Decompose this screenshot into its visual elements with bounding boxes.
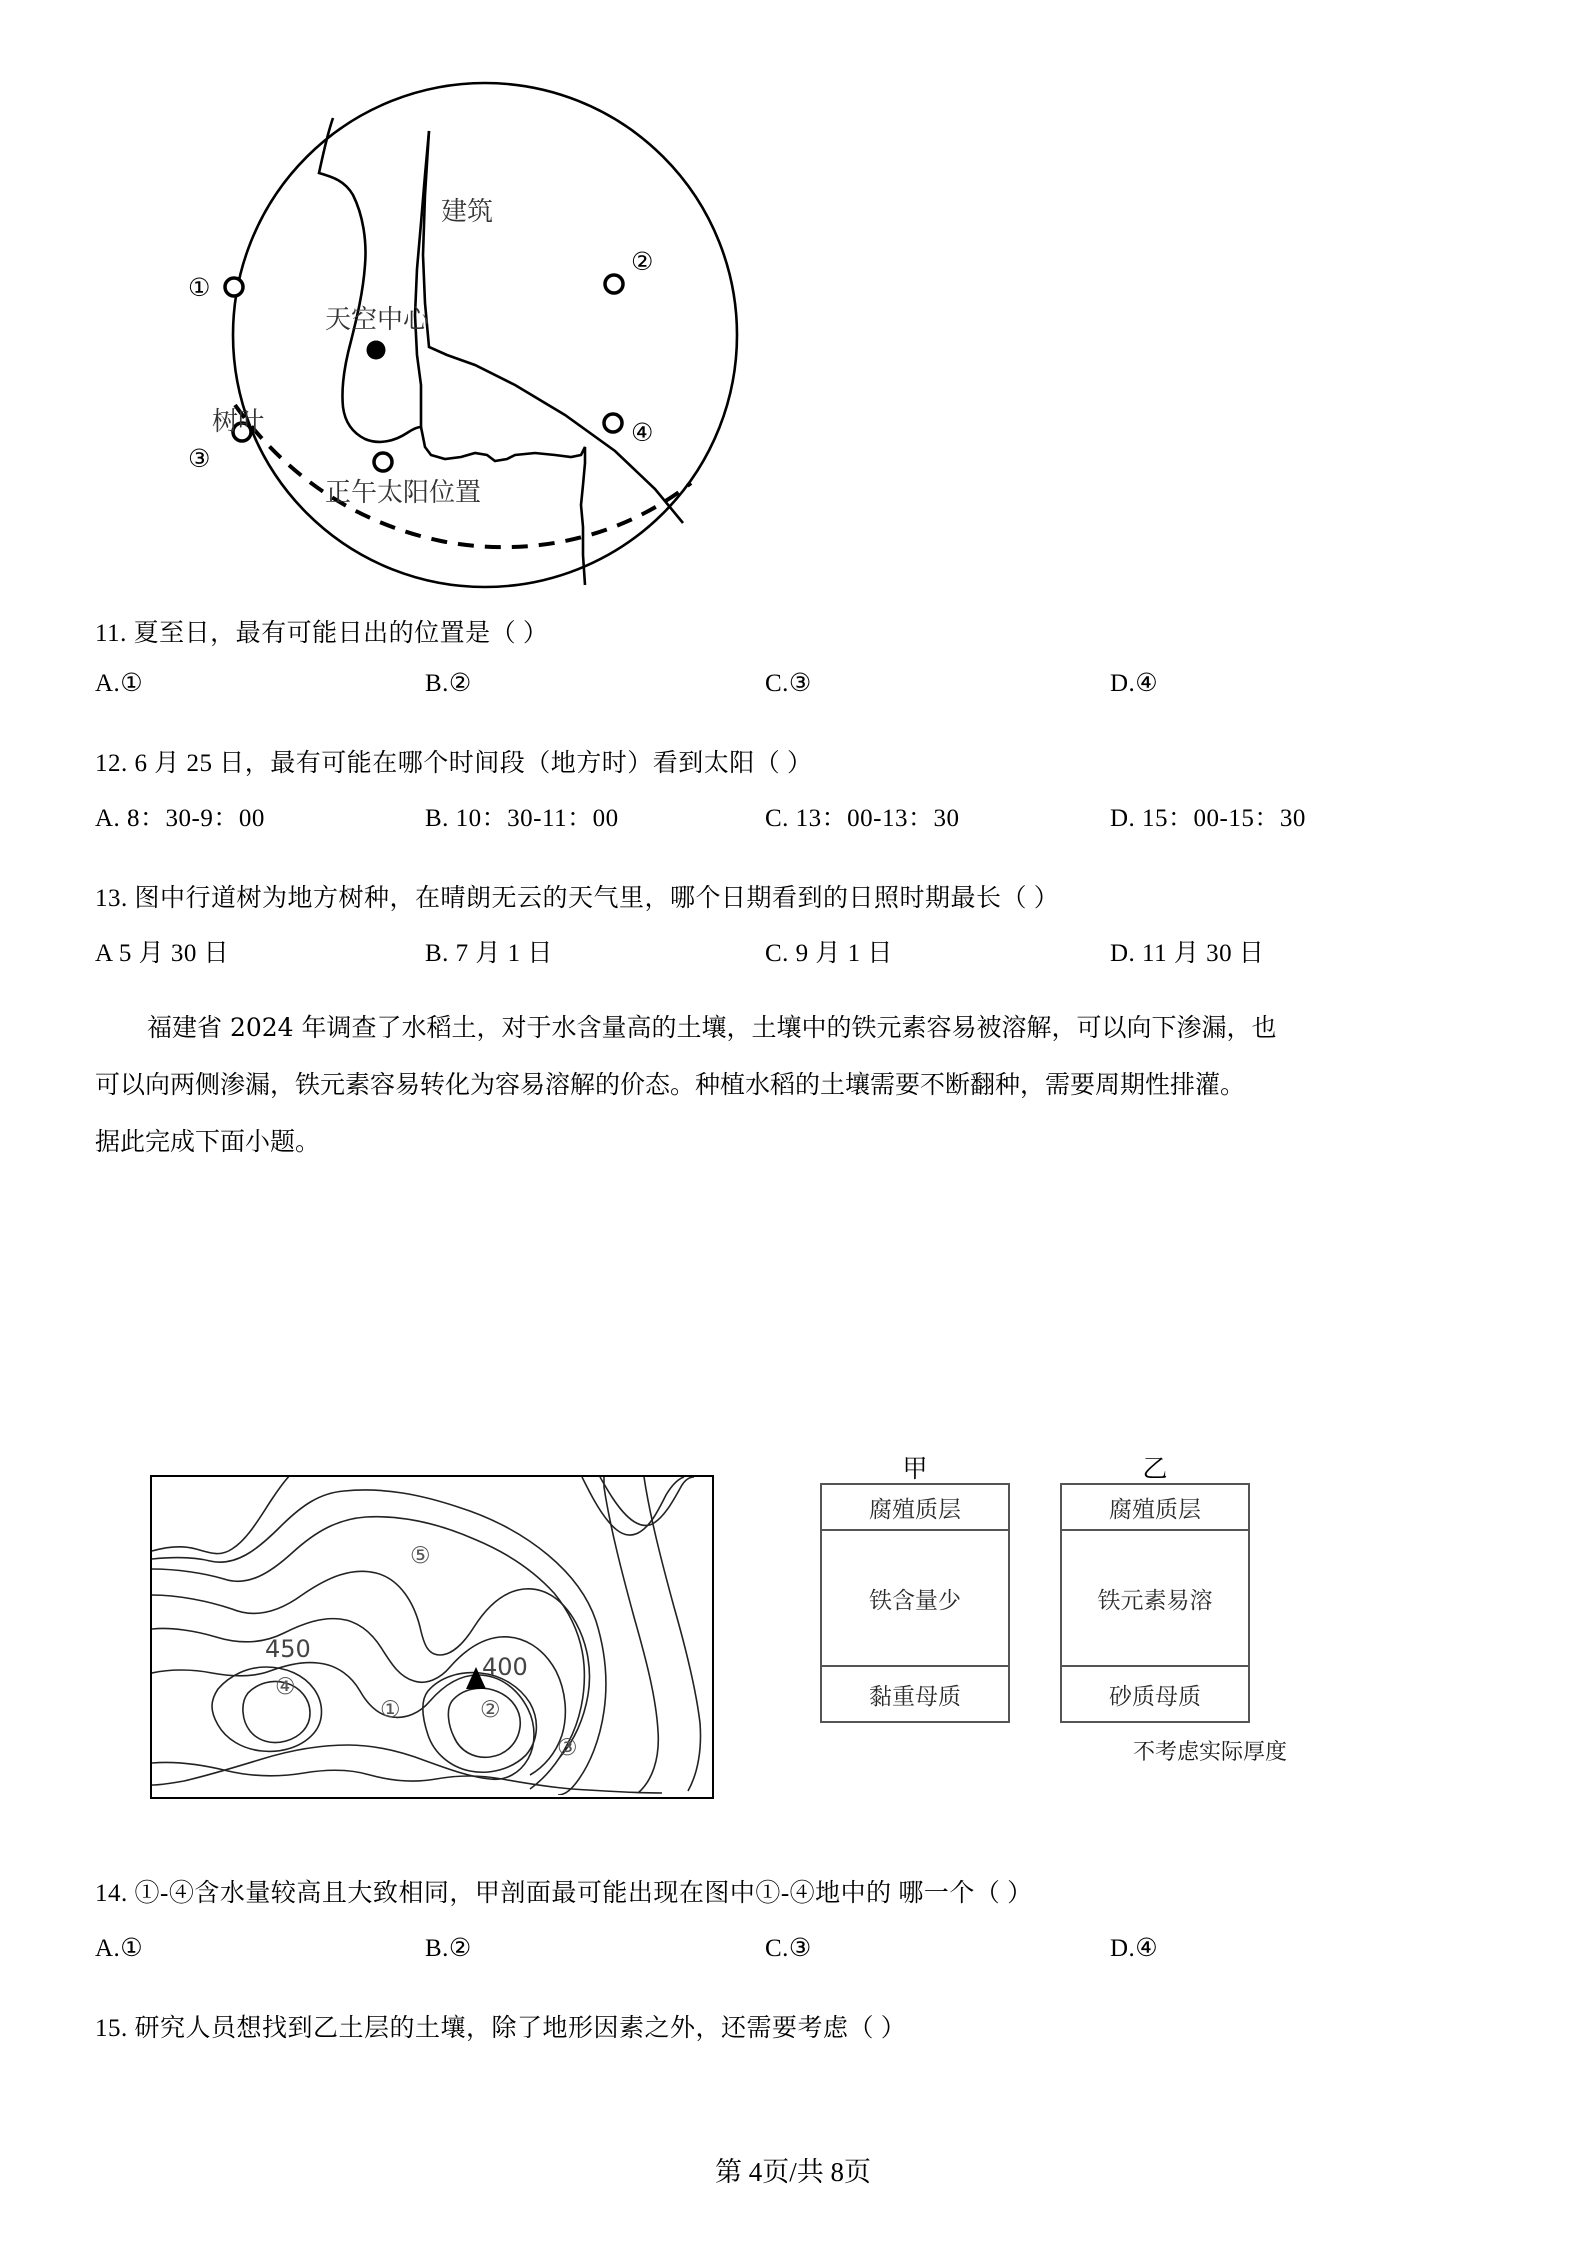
soil-jia-layer-iron: 铁含量少 (822, 1531, 1008, 1667)
contour-map (150, 1475, 714, 1799)
soil-profile-jia-title: 甲 (902, 1454, 928, 1483)
question-13-option-b[interactable]: B. 7 月 1 日 (425, 940, 553, 967)
page-number-label: 第 4页/共 8页 (714, 2157, 871, 2187)
question-13-options (95, 935, 1495, 973)
soil-jia-layer-humus: 腐殖质层 (822, 1485, 1008, 1531)
noon-sun-marker (374, 453, 392, 471)
question-12-options (95, 800, 1495, 838)
question-11-stem: 11. 夏至日，最有可能日出的位置是（ ） (95, 620, 549, 647)
soil-profiles (810, 1455, 1290, 1835)
horizon-circle (233, 83, 737, 587)
contour-marker-3: ③ (557, 1735, 578, 1761)
passage-text-1: 福建省 2024 年调查了水稻土，对于水含量高的土壤，土壤中的铁元素容易被溶解，可以向下渗漏，也 (147, 1013, 1277, 1042)
label-noon-sun-position: 正午太阳位置 (325, 478, 482, 508)
soil-yi-layer-iron: 铁元素易溶 (1062, 1531, 1248, 1667)
sky-view-figure (95, 55, 995, 615)
marker-point-2 (605, 275, 623, 293)
contour-marker-1: ① (380, 1697, 401, 1723)
marker-label-3: ③ (188, 444, 211, 473)
question-11 (95, 615, 1495, 653)
question-14-option-b[interactable]: B.② (425, 1935, 472, 1962)
marker-label-4: ④ (631, 418, 654, 447)
page-footer (0, 2150, 1586, 2189)
label-sky-center: 天空中心 (325, 305, 430, 335)
passage-text-2: 可以向两侧渗漏，铁元素容易转化为容易溶解的价态。种植水稻的土壤需要不断翻种，需要周期性排灌。 (95, 1070, 1246, 1099)
question-13 (95, 880, 1495, 918)
question-14-option-a[interactable]: A.① (95, 1935, 144, 1962)
marker-point-1 (225, 278, 243, 296)
contour-line-bottom (152, 1762, 662, 1793)
question-15 (95, 2010, 1495, 2048)
contour-marker-4: ④ (275, 1674, 296, 1700)
label-leaf: 树叶 (212, 407, 265, 437)
label-building: 建筑 (441, 197, 494, 227)
question-12-stem: 12. 6 月 25 日，最有可能在哪个时间段（地方时）看到太阳（ ） (95, 750, 813, 777)
question-11-option-a[interactable]: A.① (95, 670, 144, 697)
question-12-option-b[interactable]: B. 10：30-11：00 (425, 805, 619, 832)
marker-label-2: ② (631, 247, 654, 276)
contour-label-400: 400 (482, 1653, 528, 1681)
contour-line-outer-b (152, 1490, 606, 1795)
question-14-stem: 14. ①-④含水量较高且大致相同，甲剖面最可能出现在图中①-④地中的 哪一个（ ） (95, 1880, 1033, 1907)
passage-text-3: 据此完成下面小题。 (95, 1127, 321, 1156)
question-14-options (95, 1930, 1495, 1968)
question-14 (95, 1875, 1495, 1913)
question-13-option-a[interactable]: A 5 月 30 日 (95, 940, 230, 967)
question-12-option-d[interactable]: D. 15：00-15：30 (1110, 805, 1306, 832)
soil-profile-yi (1060, 1454, 1250, 1723)
question-11-option-b[interactable]: B.② (425, 670, 472, 697)
passage-line-3 (95, 1114, 1490, 1170)
soil-yi-layer-humus: 腐殖质层 (1062, 1485, 1248, 1531)
contour-label-450: 450 (265, 1635, 311, 1663)
question-15-stem: 15. 研究人员想找到乙土层的土壤，除了地形因素之外，还需要考虑（ ） (95, 2015, 907, 2042)
soil-profile-yi-title: 乙 (1142, 1454, 1168, 1483)
question-13-option-d[interactable]: D. 11 月 30 日 (1110, 940, 1265, 967)
contour-marker-2: ② (480, 1697, 501, 1723)
soil-yi-layer-parent: 砂质母质 (1109, 1683, 1201, 1710)
soil-thickness-note: 不考虑实际厚度 (1132, 1740, 1287, 1765)
sky-center-dot (367, 341, 386, 360)
question-12 (95, 745, 1495, 783)
question-14-option-d[interactable]: D.④ (1110, 1935, 1159, 1962)
contour-marker-5: ⑤ (410, 1543, 431, 1569)
building-diagonal-edge (423, 131, 683, 523)
building-left-edge (319, 118, 429, 442)
contour-line-outer-a (152, 1477, 292, 1554)
soil-profile-jia (820, 1454, 1010, 1723)
marker-point-4 (604, 414, 622, 432)
question-14-option-c[interactable]: C.③ (765, 1935, 812, 1962)
contour-hill-left-outer (212, 1667, 322, 1751)
question-12-option-c[interactable]: C. 13：00-13：30 (765, 805, 960, 832)
contour-line-right-edge-2 (644, 1477, 701, 1791)
question-13-stem: 13. 图中行道树为地方树种，在晴朗无云的天气里，哪个日期看到的日照时期最长（ ） (95, 885, 1060, 912)
question-13-option-c[interactable]: C. 9 月 1 日 (765, 940, 893, 967)
question-12-option-a[interactable]: A. 8：30-9：00 (95, 805, 265, 832)
contour-line-topright-2 (600, 1477, 694, 1525)
question-11-options (95, 665, 1495, 703)
marker-label-1: ① (188, 273, 211, 302)
soil-jia-layer-parent: 黏重母质 (869, 1683, 961, 1710)
question-11-option-d[interactable]: D.④ (1110, 670, 1159, 697)
passage-line-1 (95, 1000, 1490, 1056)
passage-line-2 (95, 1057, 1490, 1113)
soil-figure (95, 1455, 1495, 1855)
question-11-option-c[interactable]: C.③ (765, 670, 812, 697)
